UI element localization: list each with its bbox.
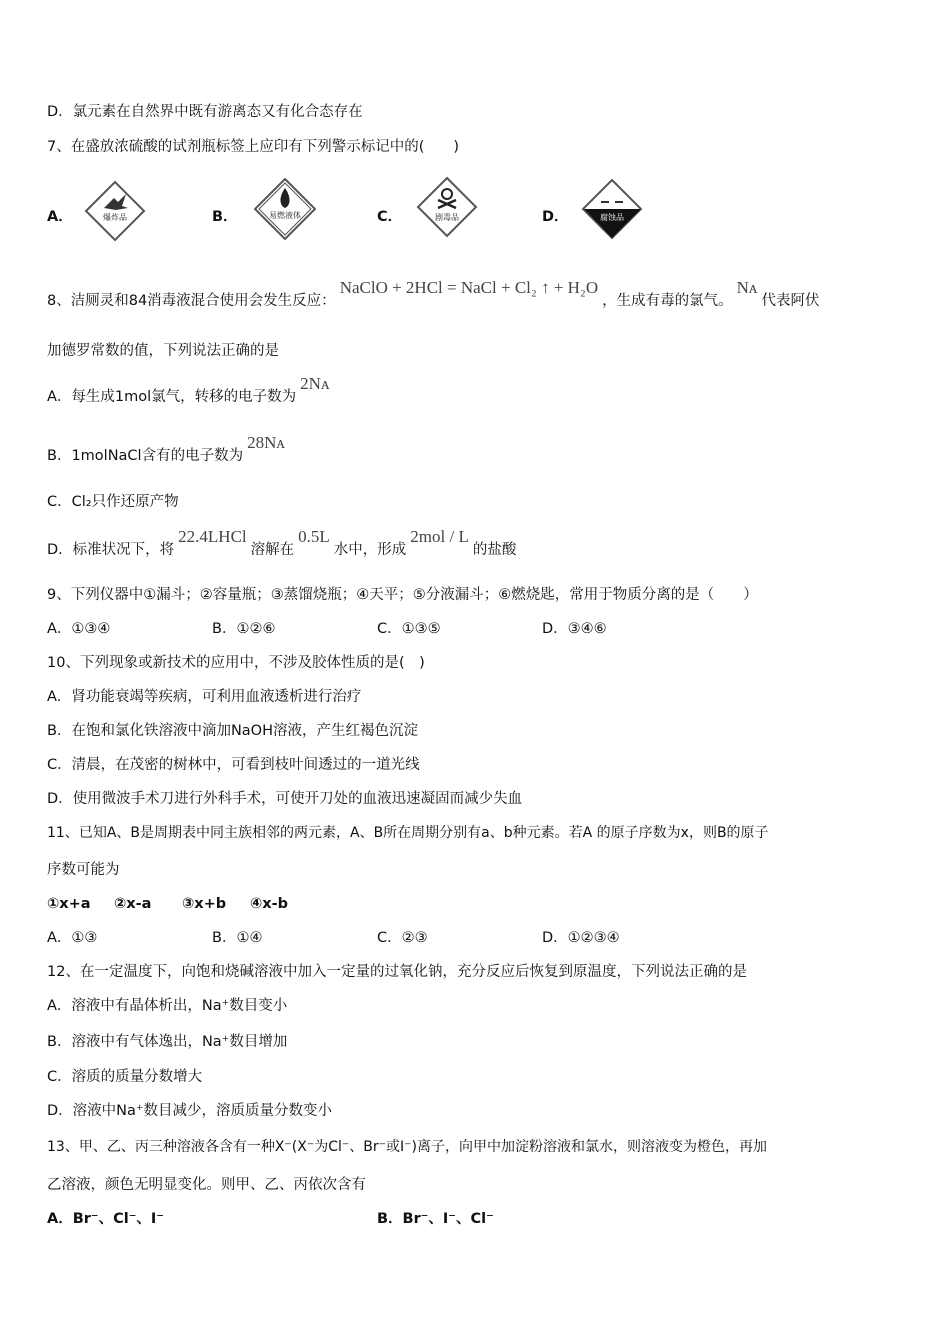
q8-d-formula2: 0.5L <box>298 527 330 546</box>
q7-option-a: A． <box>47 209 73 225</box>
q11-item-3: ③x+b <box>182 896 227 912</box>
q8-option-b <box>47 433 289 466</box>
explosive-icon <box>84 180 146 242</box>
q11-option-d: D．①②③④ <box>542 930 620 946</box>
q12-option-c: C．溶质的质量分数增大 <box>47 1069 203 1085</box>
q11-option-b: B．①④ <box>212 930 263 946</box>
q7-stem: 7、在盛放浓硫酸的试剂瓶标签上应印有下列警示标记中的( ) <box>47 139 460 155</box>
q11-option-a: A．①③ <box>47 930 98 946</box>
q8-option-d <box>47 527 517 560</box>
svg-text:爆炸品: 爆炸品 <box>103 213 127 222</box>
q10-option-c: C．清晨，在茂密的树林中，可看到枝叶间透过的一道光线 <box>47 757 420 773</box>
q12-option-a: A．溶液中有晶体析出，Na⁺数目变小 <box>47 998 288 1014</box>
q8-option-a-text: A．每生成1mol氯气，转移的电子数为 <box>47 389 297 405</box>
q8-formula: NaClO + 2HCl = NaCl + Cl₂ ↑ + H₂O <box>339 278 599 297</box>
q11-stem-line1: 11、已知A、B是周期表中同主族相邻的两元素，A、B所在周期分别有a、b种元素。若A 的原子序数为x，则B的原子 <box>47 825 769 841</box>
q9-option-b: B．①②⑥ <box>212 621 276 637</box>
q8-d-formula3: 2mol / L <box>410 527 469 546</box>
q8-d-text2: 溶解在 <box>250 542 295 558</box>
q8-stem-line2: 加德罗常数的值，下列说法正确的是 <box>47 343 279 359</box>
q9-option-d: D．③④⑥ <box>542 621 607 637</box>
q8-stem-text2: ，生成有毒的氯气。 <box>602 293 733 309</box>
q8-option-a-formula: 2Nᴀ <box>300 374 330 393</box>
q9-stem: 9、下列仪器中①漏斗；②容量瓶；③蒸馏烧瓶；④天平；⑤分液漏斗；⑥燃烧匙，常用于物质分离的是（ ） <box>47 587 758 603</box>
q8-d-text3: 水中，形成 <box>333 542 407 558</box>
svg-text:剧毒品: 剧毒品 <box>435 213 459 222</box>
q8-stem-line1 <box>47 278 820 311</box>
q10-option-d: D．使用微波手术刀进行外科手术，可使开刀处的血液迅速凝固而减少失血 <box>47 791 523 807</box>
q12-option-b: B．溶液中有气体逸出，Na⁺数目增加 <box>47 1034 288 1050</box>
q11-option-c: C．②③ <box>377 930 428 946</box>
q13-option-b: B．Br⁻、I⁻、Cl⁻ <box>377 1211 494 1227</box>
toxic-icon <box>416 176 478 238</box>
q8-d-text1: D．标准状况下，将 <box>47 542 175 558</box>
q13-option-a: A．Br⁻、Cl⁻、I⁻ <box>47 1211 164 1227</box>
q11-item-1: ①x+a <box>47 896 91 912</box>
q10-option-b: B．在饱和氯化铁溶液中滴加NaOH溶液，产生红褐色沉淀 <box>47 723 418 739</box>
q11-item-2: ②x-a <box>114 896 152 912</box>
q8-option-b-formula: 28Nᴀ <box>247 433 285 452</box>
q12-stem: 12、在一定温度下，向饱和烧碱溶液中加入一定量的过氧化钠，充分反应后恢复到原温度，下列说法正确的是 <box>47 964 747 980</box>
q8-na-symbol: Nᴀ <box>736 278 758 297</box>
corrosive-icon <box>581 178 643 240</box>
q10-stem: 10、下列现象或新技术的应用中，不涉及胶体性质的是( ) <box>47 655 425 671</box>
q13-stem-line1: 13、甲、乙、丙三种溶液各含有一种X⁻(X⁻为Cl⁻、Br⁻或I⁻)离子，向甲中加淀粉溶液和氯水，则溶液变为橙色，再加 <box>47 1139 768 1155</box>
q11-stem-line2: 序数可能为 <box>47 862 120 878</box>
q7-option-c: C． <box>377 209 403 225</box>
q11-item-4: ④x-b <box>250 896 289 912</box>
svg-text:腐蚀品: 腐蚀品 <box>600 213 624 222</box>
svg-text:易燃液体: 易燃液体 <box>269 211 301 220</box>
q7-option-b: B． <box>212 209 238 225</box>
q8-option-a <box>47 374 334 407</box>
q10-option-a: A．肾功能衰竭等疾病，可利用血液透析进行治疗 <box>47 689 362 705</box>
q8-stem-text: 8、洁厕灵和84消毒液混合使用会发生反应： <box>47 293 336 309</box>
flammable-liquid-icon <box>254 178 316 240</box>
q8-stem-text3: 代表阿伏 <box>761 293 820 309</box>
q8-d-formula1: 22.4LHCl <box>178 527 247 546</box>
q9-option-a: A．①③④ <box>47 621 111 637</box>
q7-option-d: D． <box>542 209 569 225</box>
q8-option-b-text: B．1molNaCl含有的电子数为 <box>47 448 244 464</box>
q6-option-d: D．氯元素在自然界中既有游离态又有化合态存在 <box>47 104 363 120</box>
q8-d-text4: 的盐酸 <box>472 542 517 558</box>
q13-stem-line2: 乙溶液，颜色无明显变化。则甲、乙、丙依次含有 <box>47 1177 366 1193</box>
q9-option-c: C．①③⑤ <box>377 621 441 637</box>
q12-option-d: D．溶液中Na⁺数目减少，溶质质量分数变小 <box>47 1103 333 1119</box>
q8-option-c: C．Cl₂只作还原产物 <box>47 494 179 510</box>
